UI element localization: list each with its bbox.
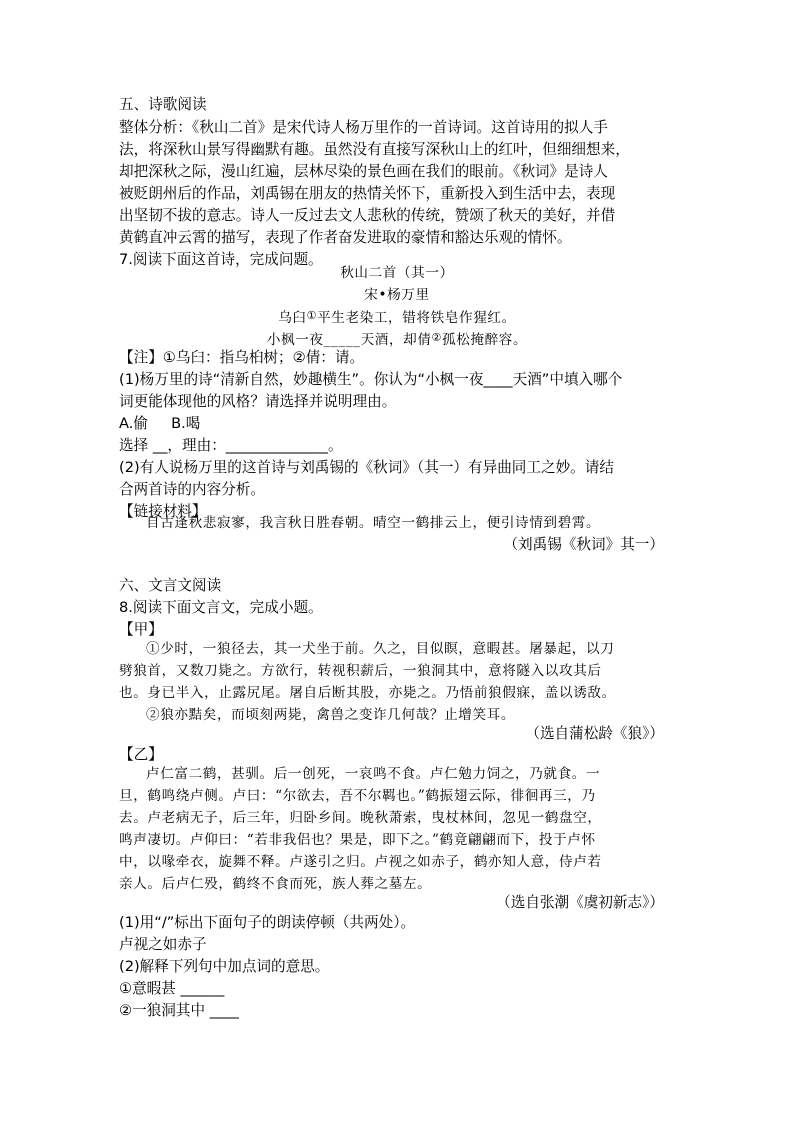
analysis-line: 被贬朗州后的作品，刘禹锡在朋友的热情关怀下，重新投入到生活中去，表现	[119, 185, 616, 202]
poem-title: 秋山二首（其一）	[340, 265, 454, 281]
question-7-1: (1)杨万里的诗“清新自然，妙趣横生”。你认为“小枫一夜____天酒”中填入哪个	[119, 371, 623, 388]
poem-line-1	[0, 306, 794, 328]
analysis-line: 出坚韧不拔的意志。诗人一反过去文人悲秋的传统，赞颂了秋天的美好，并借	[119, 207, 616, 224]
section5-heading: 五、诗歌阅读	[119, 96, 207, 113]
answer-options: A.偷 B.喝	[119, 415, 201, 432]
analysis-line: 却把深秋之际，漫山红遍，层林尽染的景色画在我们的眼前。《秋词》是诗人	[119, 163, 608, 180]
footnote-marker: ①	[306, 309, 318, 322]
jia-line: ②狼亦黠矣，而顷刻两毙，禽兽之变诈几何哉？止增笑耳。	[146, 707, 516, 723]
yi-line: 卢仁富二鹤，甚驯。后一创死，一哀鸣不食。卢仁勉力饲之，乃就食。一	[146, 766, 601, 782]
jia-source: （选自蒲松龄《狼》）	[525, 725, 664, 742]
poem-text: 乌臼	[278, 310, 307, 326]
analysis-line: 法，将深秋山景写得幽默有趣。虽然没有直接写深秋山上的红叶，但细细想来，	[119, 141, 630, 158]
link-text: 自古逢秋悲寂寥，我言秋日胜春朝。晴空一鹤排云上，便引诗情到碧霄。	[146, 515, 601, 531]
question-8-1: (1)用“/”标出下面句子的朗读停顿（共两处）。	[119, 914, 416, 931]
yi-line: 鸣声凄切。卢仰曰：“若非我侣也？果是，即下之。”鹤竟翩翩而下，投于卢怀	[119, 832, 596, 848]
question-7-1: 词更能体现他的风格？请选择并说明理由。	[119, 393, 397, 410]
jia-line: 也。身已半入，止露尻尾。屠自后断其股，亦毙之。乃悟前狼假寐，盖以诱敌。	[119, 685, 616, 701]
link-source: （刘禹锡《秋词》其一）	[503, 536, 664, 553]
poem-text: 小枫一夜	[266, 332, 324, 348]
question-7-2: (2)有人说杨万里的这首诗与刘禹锡的《秋词》（其一）有异曲同工之妙。请结	[119, 459, 614, 476]
question-8-2-item[interactable]: ②一狼洞其中 ____	[119, 1002, 239, 1019]
jia-line: ①少时，一狼径去，其一犬坐于前。久之，目似瞑，意暇甚。屠暴起，以刀	[146, 641, 615, 657]
yi-line: 亲人。后卢仁殁，鹤终不食而死，族人葬之墓左。	[119, 876, 432, 892]
question-8-2: (2)解释下列句中加点词的意思。	[119, 958, 330, 975]
poem-note: 【注】①乌臼：指乌桕树；②倩：请。	[119, 349, 365, 366]
jia-heading: 【甲】	[119, 621, 163, 638]
question-8-1-sentence: 卢视之如赤子	[119, 936, 207, 953]
yi-heading: 【乙】	[119, 746, 163, 763]
poem-text: 天酒，却倩	[360, 332, 432, 348]
footnote-marker: ②	[431, 331, 443, 344]
yi-source: （选自张潮《虞初新志》）	[496, 894, 664, 911]
poem-author: 宋•杨万里	[364, 287, 430, 303]
question-7: 7.阅读下面这首诗，完成问题。	[119, 251, 323, 268]
question-8: 8.阅读下面文言文，完成小题。	[119, 599, 323, 616]
answer-blank[interactable]: _____	[323, 332, 361, 348]
poem-line-2	[0, 328, 794, 350]
question-8-2-item[interactable]: ①意暇甚 ______	[119, 980, 225, 997]
poem-text: 平生老染工，错将铁皂作猩红。	[317, 310, 516, 326]
link-heading: 【链接材料】	[119, 503, 207, 520]
analysis-line: 黄鹤直冲云霄的描写，表现了作者奋发进取的豪情和豁达乐观的情怀。	[119, 229, 572, 246]
poem-text: 孤松掩醉容。	[442, 332, 528, 348]
yi-line: 旦，鹤鸣绕卢侧。卢曰：“尔欲去，吾不尔羁也。”鹤振翅云际，徘徊再三，乃	[119, 788, 596, 804]
answer-line[interactable]: 选择 __，理由：______________。	[119, 437, 343, 454]
yi-line: 中，以喙牵衣，旋舞不释。卢遂引之归。卢视之如赤子，鹤亦知人意，侍卢若	[119, 854, 602, 870]
question-7-2: 合两首诗的内容分析。	[119, 481, 265, 498]
yi-line: 去。卢老病无子，后三年，归卧乡间。晚秋萧索，曳杖林间，忽见一鹤盘空，	[119, 810, 602, 826]
section6-heading: 六、文言文阅读	[119, 577, 222, 594]
analysis-line: 整体分析：《秋山二首》是宋代诗人杨万里作的一首诗词。这首诗用的拟人手	[119, 119, 608, 136]
jia-line: 劈狼首，又数刀毙之。方欲行，转视积薪后，一狼洞其中，意将隧入以攻其后	[119, 663, 602, 679]
